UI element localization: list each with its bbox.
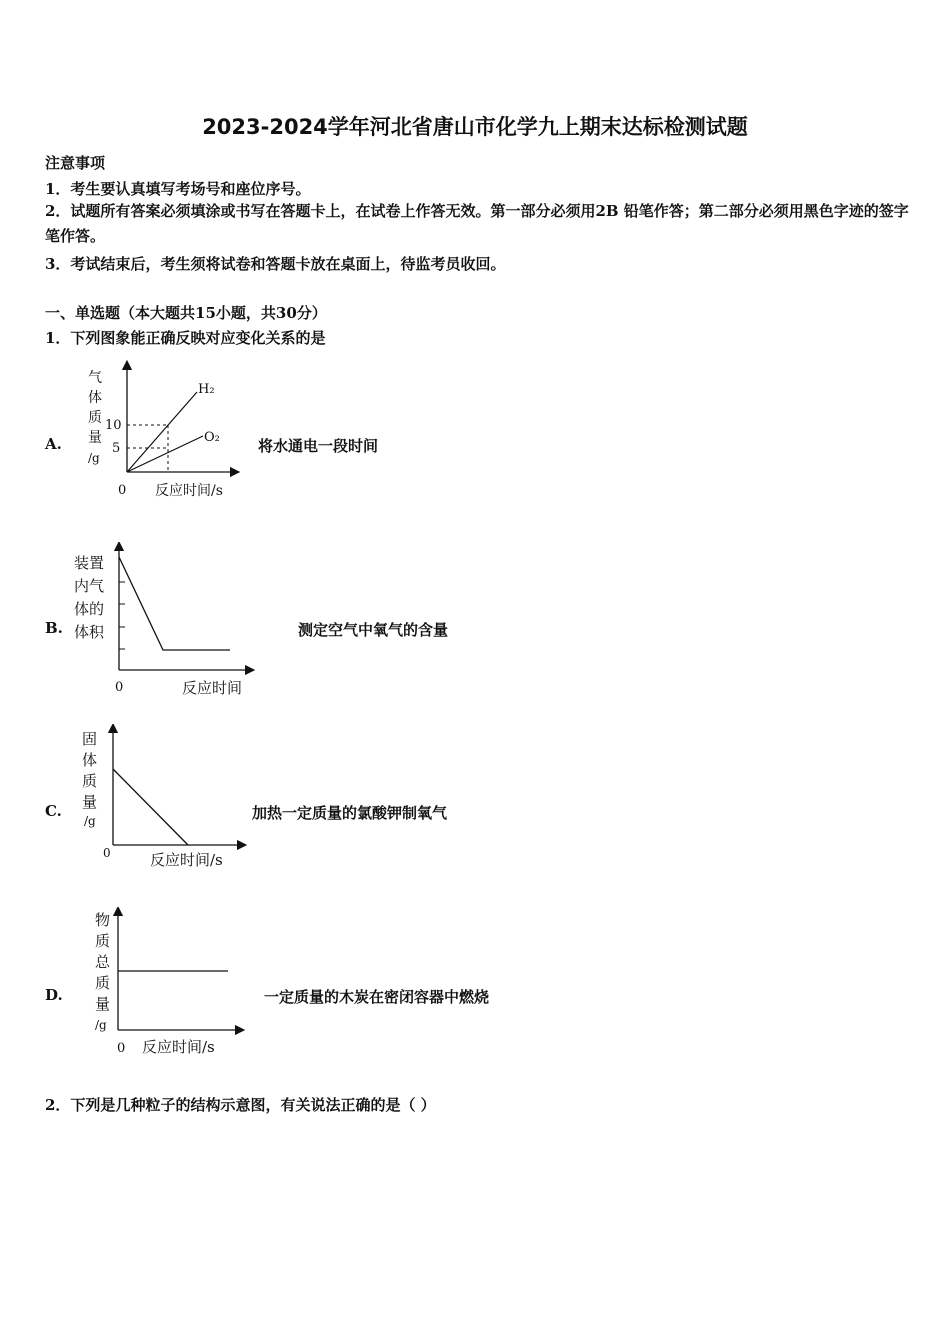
question-2-stem: 2．下列是几种粒子的结构示意图，有关说法正确的是（ ） [45,1096,436,1114]
notice-item-1: 1．考生要认真填写考场号和座位序号。 [45,180,311,198]
y-label-4: 量 [82,793,98,811]
mass-line [113,769,188,845]
origin: 0 [115,680,124,695]
option-a-desc: 将水通电一段时间 [258,437,379,455]
x-label: 反应时间/s [142,1038,215,1056]
section-heading: 一、单选题（本大题共15小题，共30分） [45,304,327,322]
y-label-2: 体 [82,751,98,769]
option-d-desc: 一定质量的木炭在密闭容器中燃烧 [264,988,490,1006]
y-label-2: 内气 [74,577,105,595]
volume-curve [119,557,230,650]
y-label-2: 体 [88,390,102,406]
y-label-1: 物 [95,911,111,929]
series-o2: O₂ [204,430,220,445]
h2-line [127,392,197,472]
tick-10: 10 [105,418,122,433]
tick-5: 5 [112,441,121,456]
origin: 0 [117,1041,126,1056]
x-label: 反应时间 [182,679,243,697]
y-label-4: 体积 [74,623,105,641]
origin: 0 [118,483,127,498]
y-label-5: 量 [95,995,111,1013]
option-b-desc: 测定空气中氧气的含量 [298,621,449,639]
notice-item-2: 2．试题所有答案必须填涂或书写在答题卡上，在试卷上作答无效。第一部分必须用2B 铅笔作答；第二部分必须用黑色字迹的签字笔作答。 [45,202,909,245]
y-label-4: 量 [88,430,102,446]
y-label-5: /g [84,814,96,828]
o2-line [127,436,203,472]
y-label-4: 质 [95,974,111,992]
option-c-graph [70,724,250,874]
y-label-6: /g [95,1018,107,1032]
y-label-3: 体的 [74,600,105,618]
notice-item-3: 3．考试结束后，考生须将试卷和答题卡放在桌面上，待监考员收回。 [45,255,506,273]
y-label-3: 质 [82,772,98,790]
option-d-label: D. [45,986,63,1004]
option-c-desc: 加热一定质量的氯酸钾制氧气 [252,804,448,822]
y-label-5: /g [88,451,100,465]
notice-heading: 注意事项 [45,154,106,172]
question-1-stem: 1．下列图象能正确反映对应变化关系的是 [45,329,326,347]
y-label-1: 固 [82,730,98,748]
series-h2: H₂ [198,382,215,397]
option-d-graph [85,907,250,1065]
x-label: 反应时间/s [150,851,223,869]
x-label: 反应时间/s [155,483,223,499]
origin: 0 [103,846,111,860]
y-label-1: 装置 [74,554,105,572]
option-a-label: A. [45,435,62,453]
option-b-label: B. [45,619,63,637]
option-a-graph [75,360,255,502]
option-c-label: C. [45,802,62,820]
y-label-3: 总 [95,953,111,971]
option-b-graph [70,542,260,700]
page-title: 2023-2024学年河北省唐山市化学九上期末达标检测试题 [202,115,748,139]
y-label-1: 气 [88,370,102,386]
y-label-2: 质 [95,932,111,950]
y-label-3: 质 [88,410,102,426]
